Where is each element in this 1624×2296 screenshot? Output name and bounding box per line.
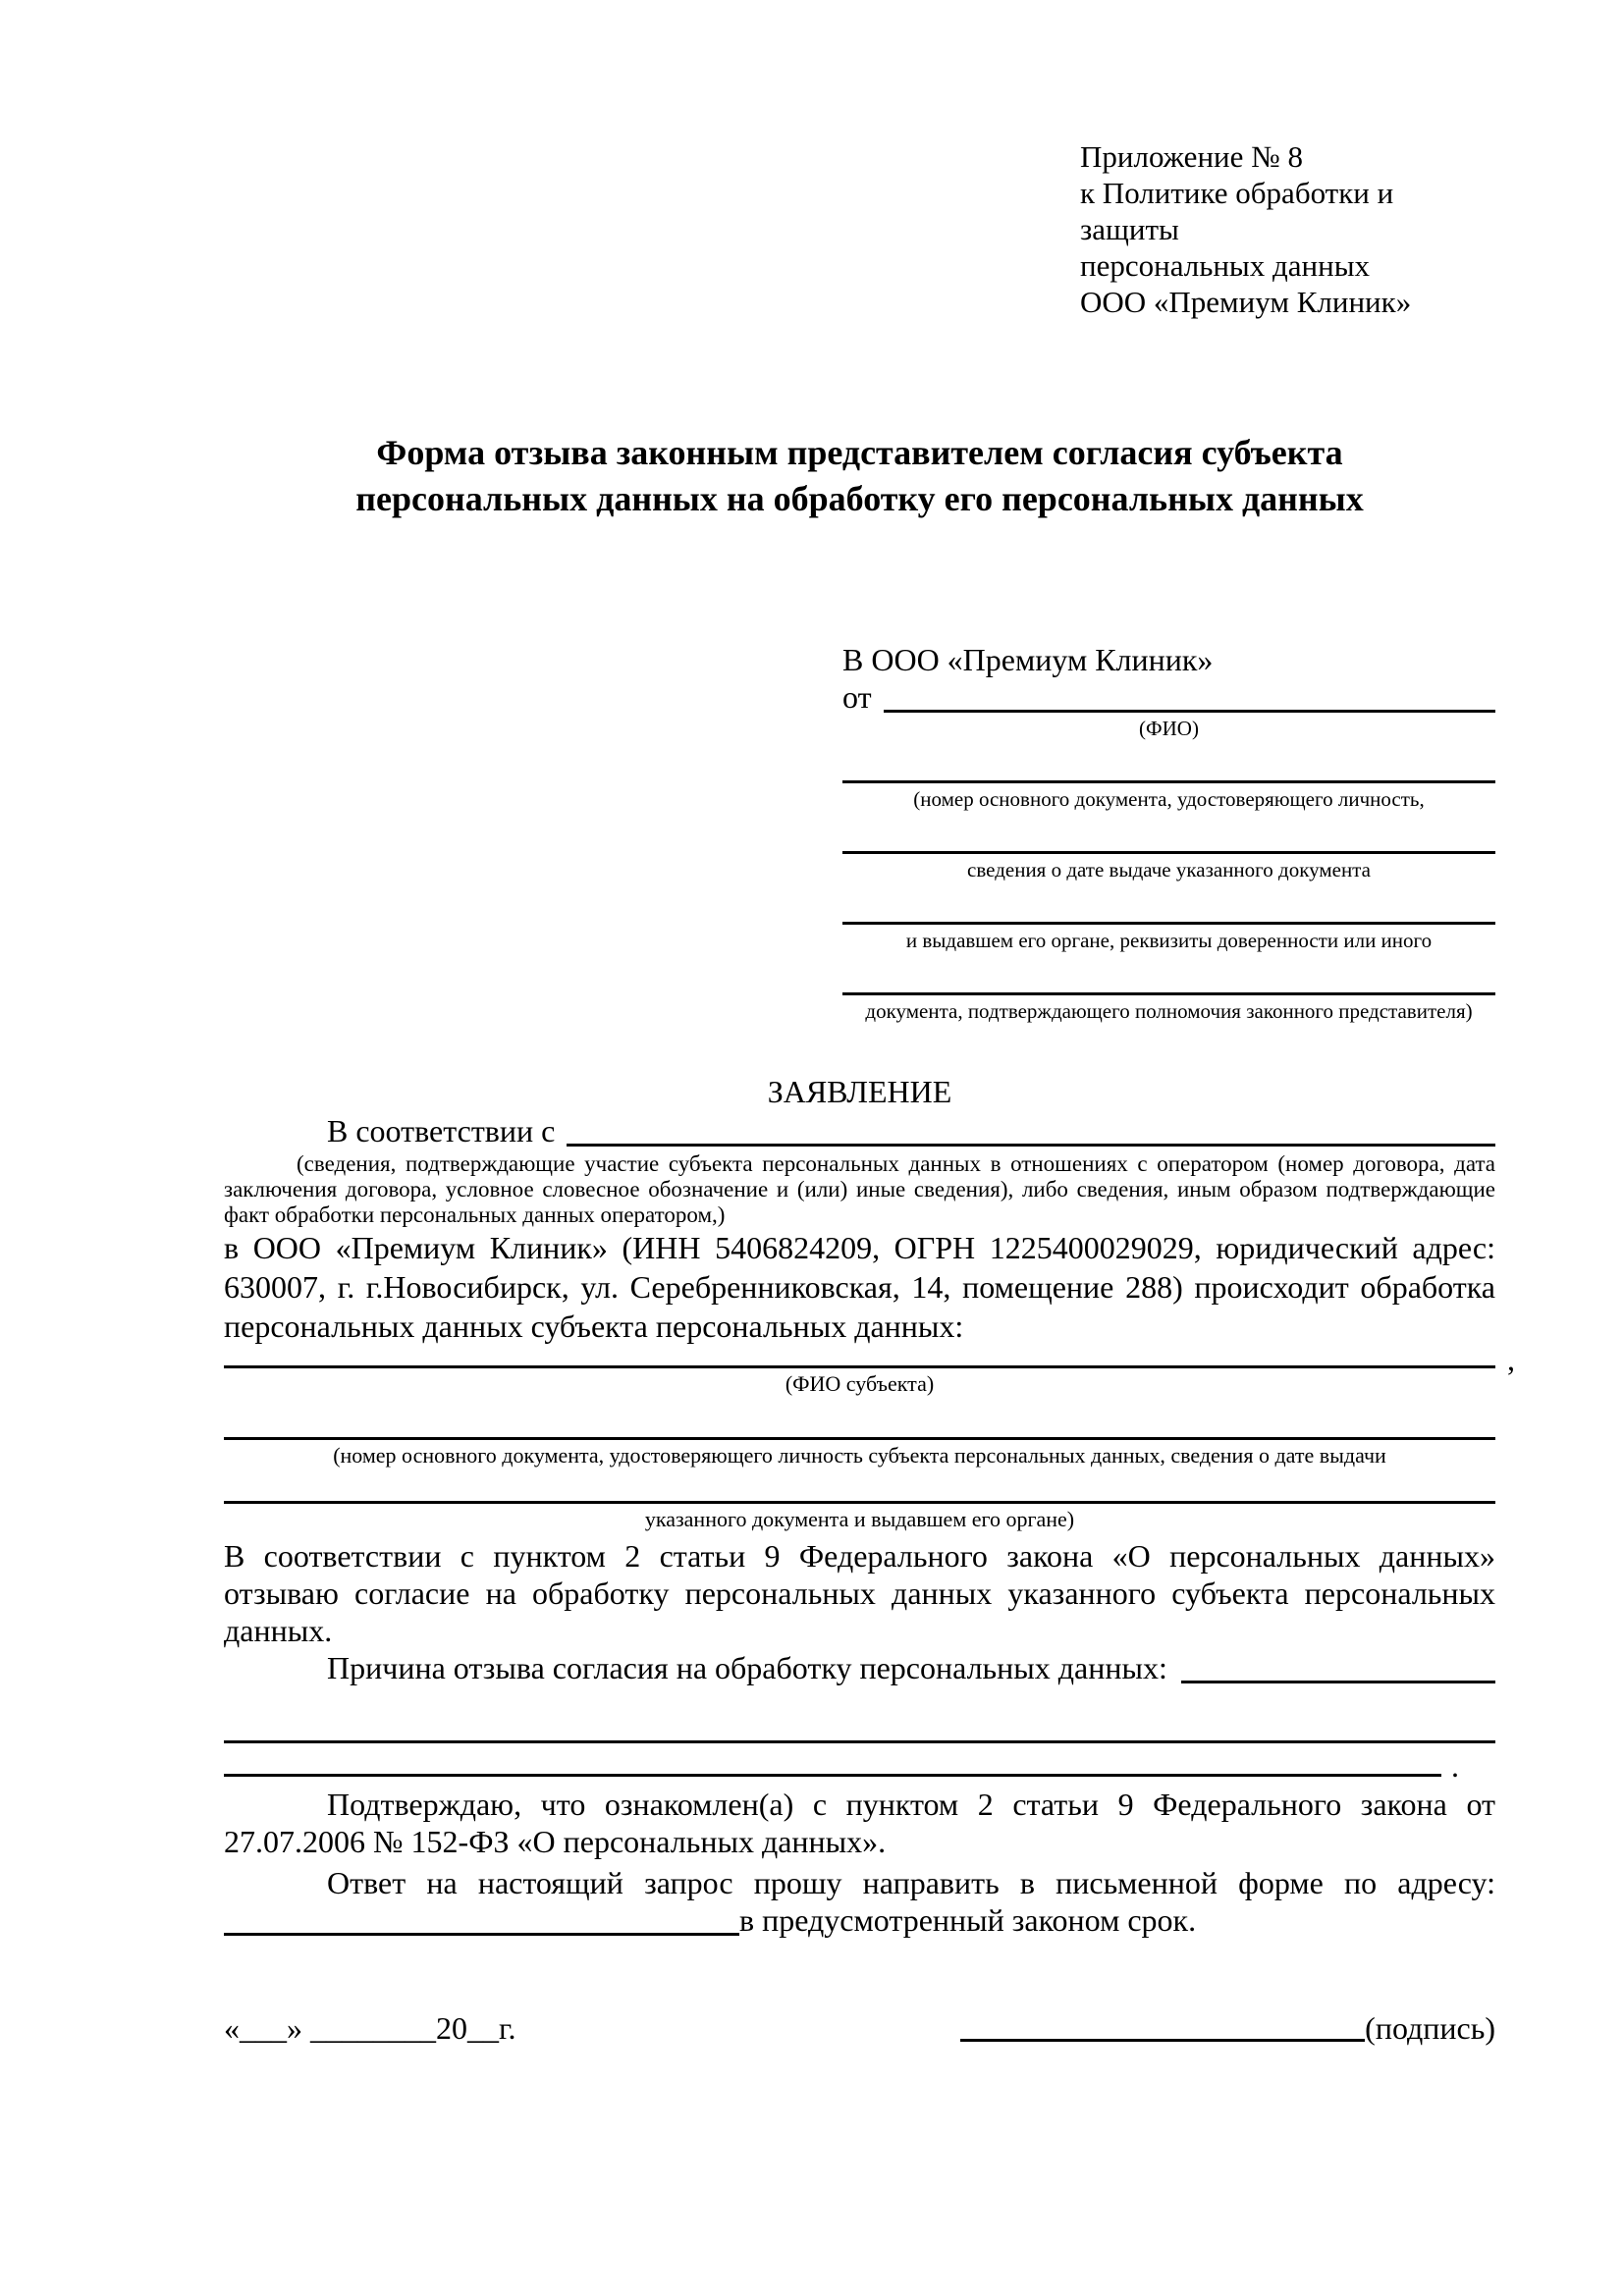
intro-label: В соответствии с (327, 1113, 556, 1148)
representative-doc-field-3 (842, 922, 1495, 953)
signature-footer (224, 2009, 1495, 2047)
intro-row (224, 1112, 1495, 1149)
document-title-line: Форма отзыва законным представителем согласия субъекта (376, 433, 1343, 472)
addressee-block (842, 641, 1495, 1024)
reply-tail: в предусмотренный законом срок. (739, 1902, 1197, 1938)
document-content (0, 138, 1624, 2047)
withdraw-paragraph: В соответствии с пунктом 2 статьи 9 Федерального закона «О персональных данных» отзываю согласие на обработку персональных данных указанного субъекта персональных данных. (224, 1538, 1495, 1648)
date-line: «___» ________20__г. (224, 2010, 516, 2046)
confirm-paragraph: Подтверждаю, что ознакомлен(а) с пунктом 2 статьи 9 Федерального закона от 27.07.2006 № 152-ФЗ «О персональных данных». (224, 1787, 1495, 1859)
addressee-to: В ООО «Премиум Клиник» (842, 642, 1214, 677)
blank-line-caption: сведения о дате выдаче указанного документа (967, 858, 1371, 881)
blank-line-caption: (номер основного документа, удостоверяющего личность, (913, 787, 1425, 811)
document-title (224, 430, 1495, 522)
subject-fio-caption: (ФИО субъекта) (785, 1371, 935, 1396)
appendix-note-line: ООО «Премиум Клиник» (1080, 285, 1412, 319)
representative-doc-field-1 (842, 780, 1495, 812)
subject-fio-blank-line (224, 1342, 1515, 1377)
reason-extra-blank-line-2 (224, 1748, 1459, 1784)
from-label: от (842, 679, 872, 715)
appendix-note-line: к Политике обработки и защиты (1080, 176, 1394, 246)
from-blank-line (884, 710, 1495, 713)
reason-extra-blank-line-1 (224, 1740, 1495, 1743)
subject-doc-caption-1: (номер основного документа, удостоверяющего личность субъекта персональных данных, сведения о дате выдачи (333, 1443, 1386, 1468)
reply-address-row (224, 1901, 1495, 1939)
signature-caption: (подпись) (1365, 2010, 1495, 2046)
reason-row (224, 1649, 1495, 1686)
signature-group (960, 2009, 1495, 2047)
trailing-comma: , (1507, 1342, 1515, 1377)
subject-doc-caption-2: указанного документа и выдавшем его органе) (644, 1507, 1075, 1531)
fio-caption: (ФИО) (1139, 717, 1199, 740)
trailing-period: . (1451, 1748, 1459, 1784)
intro-blank-line (567, 1144, 1495, 1147)
addressee-from-row (842, 678, 1495, 716)
blank-line-caption: и выдавшем его органе, реквизиты доверенности или иного (905, 929, 1433, 952)
signature-blank-line (960, 2039, 1365, 2042)
intro-caption: (сведения, подтверждающие участие субъекта персональных данных в отношениях с оператором (номер договора, дата заключения договора, условное словесное обозначение и (или) иные сведения), либо сведения, иным образом подтверждающие факт обработки персональных данных оператором,) (224, 1151, 1495, 1227)
appendix-note-line: Приложение № 8 (1080, 139, 1303, 174)
appendix-note (1080, 138, 1495, 320)
blank-line-caption: документа, подтверждающего полномочия законного представителя) (865, 999, 1473, 1023)
appendix-note-line: персональных данных (1080, 248, 1371, 283)
reply-address-blank-line (224, 1933, 739, 1936)
representative-doc-field-2 (842, 851, 1495, 882)
statement-heading: ЗАЯВЛЕНИЕ (767, 1074, 952, 1109)
document-title-line: персональных данных на обработку его персональных данных (355, 479, 1364, 518)
representative-doc-field-4 (842, 992, 1495, 1024)
reason-blank-line (1181, 1681, 1495, 1683)
reason-label: Причина отзыва согласия на обработку персональных данных: (327, 1650, 1167, 1685)
operator-paragraph: в ООО «Премиум Клиник» (ИНН 5406824209, ОГРН 1225400029029, юридический адрес: 630007, г. г.Новосибирск, ул. Серебренниковская, 14, помещение 288) происходит обработка персональных данных субъекта персональных данных: (224, 1230, 1495, 1344)
reply-request-paragraph: Ответ на настоящий запрос прошу направить в письменной форме по адресу: (327, 1865, 1495, 1900)
